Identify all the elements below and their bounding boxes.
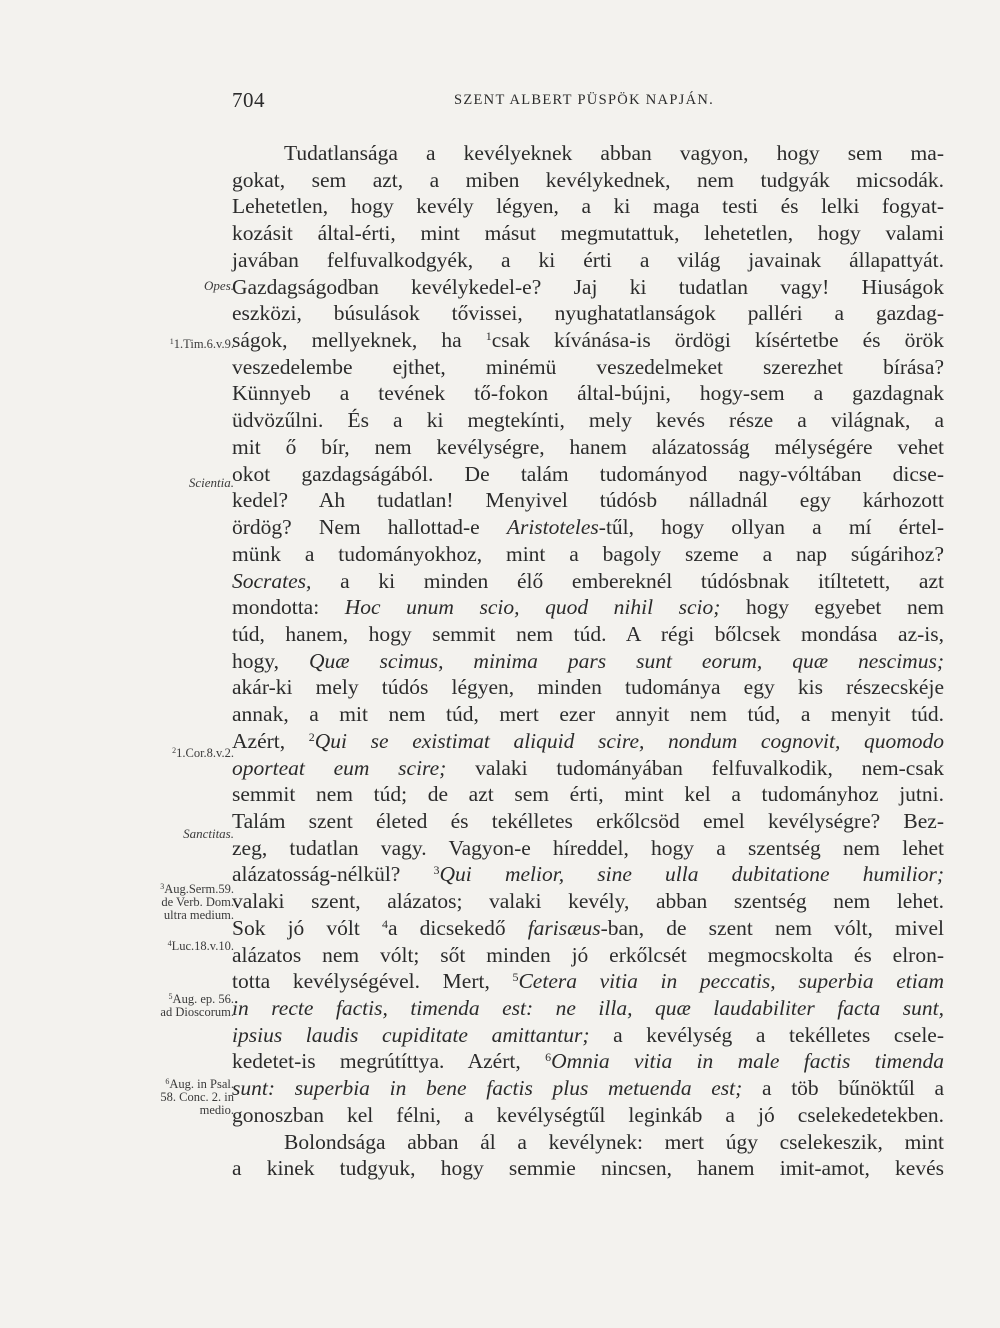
italic-run: sunt: superbia in bene factis plus metuenda est;	[232, 1076, 743, 1101]
footnote-mark: 6	[545, 1050, 552, 1065]
italic-run: oporteat eum scire;	[232, 755, 447, 780]
margin-note-text: Luc.18.v.10.	[171, 939, 234, 953]
body-text	[232, 140, 944, 1182]
italic-run: farisæus	[527, 915, 601, 940]
text-line	[232, 995, 944, 1022]
text-line	[232, 861, 944, 888]
text-run: a ki minden élő embereknél túdósbnak itíltetett, azt	[311, 568, 944, 593]
text-run: ördög? Nem hallottad-e	[232, 515, 507, 540]
text-line: annak, a mit nem túd, mert ezer annyit nem túd, a menyit túd.	[232, 702, 944, 727]
text-line	[232, 594, 944, 621]
margin-note-mark: 1	[169, 337, 174, 346]
text-run: mondotta:	[232, 595, 345, 620]
margin-note-opes: Opes.	[204, 278, 234, 293]
footnote-mark: 4	[381, 916, 388, 931]
margin-note-mark: 6	[165, 1077, 170, 1086]
text-line: üdvözűlni. És a ki megtekínti, mely kevés része a világnak, a	[232, 408, 944, 433]
text-line	[232, 915, 944, 942]
margin-note-tim	[104, 335, 234, 351]
text-line: Bolondsága abban ál a kevélynek: mert úgy cselekeszik, mint	[284, 1129, 944, 1154]
margin-note-text: Aug. in Psal.	[169, 1077, 234, 1091]
text-line	[232, 327, 944, 354]
footnote-mark: 1	[485, 329, 492, 344]
text-line: kozásit által-érti, mint másut megmutattuk, lehetetlen, hogy valami	[232, 221, 944, 246]
italic-run: Hoc unum scio, quod nihil scio;	[344, 595, 721, 620]
text-line: münk a tudományokhoz, mint a bagoly szeme a nap súgárihoz?	[232, 541, 944, 566]
text-line	[232, 755, 944, 782]
italic-run: Qui melior, sine ulla dubitatione humilior;	[439, 862, 944, 887]
text-line: Talám szent életed és tekélletes erkőlcsöd emel kevélységre? Bez-	[232, 808, 944, 833]
text-run: -tűl, hogy ollyan a mí értel-	[598, 515, 945, 540]
page-header	[232, 86, 944, 116]
text-line	[232, 728, 944, 755]
text-line: javában felfuvalkodgyék, a ki érti a világ javainak állapattyát.	[232, 247, 944, 272]
running-title: SZENT ALBERT PÜSPÖK NAPJÁN.	[454, 92, 715, 108]
text-line: kedel? Ah tudatlan! Menyivel túdósb nálladnál egy kárhozott	[232, 488, 944, 513]
margin-note-text: ad Dioscorum.	[160, 1005, 234, 1019]
text-line	[232, 1022, 944, 1049]
text-run: Azért,	[232, 728, 309, 753]
footnote-mark: 2	[308, 729, 315, 744]
text-line: eszközi, búsulások tővissei, nyughatatlanságok palléri a gazdag-	[232, 301, 944, 326]
margin-note-sanctitas: Sanctitas.	[183, 826, 234, 841]
margin-note-text: ultra medium.	[163, 908, 234, 922]
text-line: valaki szent, alázatos; valaki kevély, abban szentség nem lehet.	[232, 889, 944, 914]
text-line: semmit nem túd; de azt sem érti, mint kel a tudományhoz jutni.	[232, 782, 944, 807]
margin-note-text: de Verb. Dom.	[161, 895, 234, 909]
text-run: a dicsekedő	[387, 915, 528, 940]
text-line: túd, hanem, hogy semmit nem túd. A régi bőlcsek mondása az-is,	[232, 621, 944, 646]
text-line: gonoszban kel félni, a kevélységtűl leginkáb a jó cselekedetekben.	[232, 1102, 944, 1127]
margin-note-mark: 5	[168, 992, 173, 1001]
text-line: a kinek tudgyuk, hogy semmie nincsen, hanem imit-amot, kevés	[232, 1156, 944, 1181]
text-line: Gazdagságodban kevélykedel-e? Jaj ki tudatlan vagy! Hiuságok	[232, 274, 944, 299]
margin-note-text: 1.Tim.6.v.9.	[173, 337, 234, 351]
italic-run: ipsius laudis cupiditate amittantur;	[232, 1022, 590, 1047]
text-line	[232, 568, 944, 595]
text-run: valaki tudományában felfuvalkodik, nem-csak	[446, 755, 944, 780]
footnote-mark: 5	[512, 970, 519, 985]
text-run: alázatosság-nélkül?	[232, 862, 434, 887]
italic-run: in recte factis, timenda est: ne illa, quæ laudabiliter facta sunt,	[232, 996, 944, 1020]
margin-note-scientia: Scientia.	[188, 475, 234, 490]
text-run: a töb bűnöktűl a	[742, 1076, 945, 1101]
text-run: hogy egyebet nem	[720, 595, 944, 620]
text-line: okot gazdagságából. De talám tudományod nagy-vóltában dicse-	[232, 461, 944, 486]
text-line: alázatos nem vólt; sőt minden jó erkőlcsét megmocskolta és elron-	[232, 942, 944, 967]
text-run: hogy,	[232, 648, 309, 673]
text-run: kedetet-is megrútíttya. Azért,	[232, 1049, 546, 1074]
text-line: akár-ki mely túdós légyen, minden tudománya egy kis részecskéje	[232, 675, 944, 700]
text-line	[232, 514, 944, 541]
text-line: Künnyeb a tevének tő-fokon által-bújni, hogy-sem a gazdagnak	[232, 381, 944, 406]
margin-note-mark: 3	[160, 882, 165, 891]
text-line: Tudatlansága a kevélyeknek abban vagyon, hogy sem ma-	[284, 141, 944, 165]
text-line: mit ő bír, nem kevélységre, hanem alázatosság mélységére vehet	[232, 434, 944, 459]
text-line: veszedelembe ejthet, minémü veszedelmeket szerezhet bírása?	[232, 354, 944, 379]
margin-note-mark: 2	[172, 746, 177, 755]
footnote-mark: 3	[433, 863, 440, 878]
text-line	[232, 1075, 944, 1102]
page-number: 704	[232, 88, 265, 112]
italic-run: Qui se existimat aliquid scire, nondum cognovit, quomodo	[314, 728, 944, 753]
text-line	[232, 648, 944, 675]
text-run: ságok, mellyeknek, ha	[232, 328, 486, 353]
text-line	[232, 968, 944, 995]
italic-run: Aristoteles	[506, 515, 599, 540]
margin-note-text: 1.Cor.8.v.2.	[176, 746, 234, 760]
margin-note-psal	[104, 1075, 234, 1117]
margin-note-text: Aug.Serm.59.	[164, 882, 234, 896]
margin-note-text: 58. Conc. 2. in	[160, 1090, 234, 1104]
italic-run: Cetera vitia in peccatis, superbia etiam	[518, 969, 944, 994]
text-run: Sok jó vólt	[232, 915, 382, 940]
margin-note-text: medio.	[199, 1103, 234, 1117]
italic-run: Quæ scimus, minima pars sunt eorum, quæ nescimus;	[308, 648, 944, 673]
margin-note-aug59	[104, 880, 234, 922]
italic-run: Socrates,	[232, 568, 312, 593]
italic-run: Omnia vitia in male factis timenda	[551, 1049, 945, 1074]
margin-note-text: Aug. ep. 56.	[172, 992, 234, 1006]
text-line: Lehetetlen, hogy kevély légyen, a ki maga testi és lelki fogyat-	[232, 194, 944, 219]
text-line	[232, 1048, 944, 1075]
margin-note-aug56	[104, 990, 234, 1019]
margin-note-luc	[104, 937, 234, 953]
text-line: zeg, tudatlan vagy. Vagyon-e híreddel, hogy a szentség nem lehet	[232, 835, 944, 860]
text-run: csak kívánása-is ördögi kísértetbe és örök	[491, 328, 944, 353]
text-run: totta kevélységével. Mert,	[232, 969, 513, 994]
text-line: gokat, sem azt, a miben kevélykednek, nem tudgyák micsodák.	[232, 167, 944, 192]
text-run: -ban, de szent nem vólt, mivel	[600, 915, 944, 940]
margin-note-cor	[104, 744, 234, 760]
text-run: a kevélység a tekélletes csele-	[589, 1022, 944, 1047]
margin-note-mark: 4	[167, 939, 172, 948]
